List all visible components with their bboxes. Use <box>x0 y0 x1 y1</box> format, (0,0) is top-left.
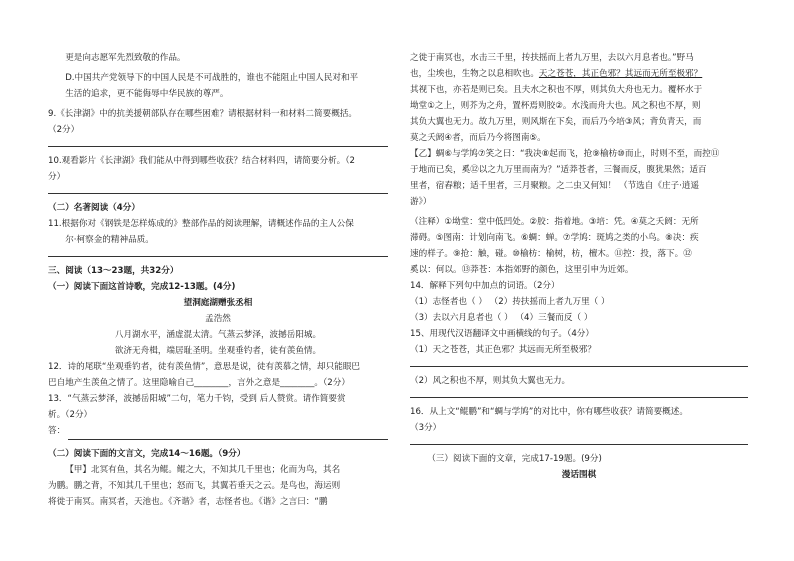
question-12-line2: 巴自地产生羡鱼之情了。这里隐喻自己________，言外之意是________。（2分） <box>48 378 350 388</box>
answer-line[interactable] <box>48 185 388 194</box>
poem-title: 望洞庭湖赠张丞相 <box>183 298 253 308</box>
poem-author: 孟浩然 <box>205 314 231 324</box>
passage-line: 其负大翼也无力。故九万里，则风斯在下矣，而后乃今培③风；背负青天，而 <box>410 117 702 127</box>
question-12-line1: 12．诗的尾联“坐观垂钓者，徒有羡鱼情”，意思是说，徒有羡慕之情，却只能眼巴 <box>48 362 361 372</box>
question-14-items-3-4: （3）去以六月息者也（ ） （4）三餐而反（ ） <box>410 313 593 323</box>
question-11-line2: 尔·柯察金的精神品质。 <box>65 235 154 245</box>
question-16-line2: （3分） <box>410 423 442 433</box>
passage-yi-line: 游》） <box>410 197 432 207</box>
q8-option-d-line2: 生活的追求，更不能侮辱中华民族的尊严。 <box>65 89 229 99</box>
q8-option-d-line1: D.中国共产党领导下的中国人民是不可战胜的，谁也不能阻止中国人民对和平 <box>65 73 359 83</box>
question-14-items-1-2: （1）志怪者也（ ） （2）抟扶摇而上者九万里（ ） <box>410 297 610 307</box>
passage-jia-line3: 将徙于南冥。南冥者，天池也。《齐谐》者，志怪者也。《谐》之言曰：“鹏 <box>48 497 328 507</box>
passage-line: 坳堂①之上，则芥为之舟，置杯焉则胶②。水浅而舟大也。风之积也不厚，则 <box>410 101 701 111</box>
question-9-score: （2分） <box>48 125 80 135</box>
section-2-title: （二）名著阅读（4分） <box>48 203 140 213</box>
passage-line: 之徙于南冥也，水击三千里，抟扶摇而上者九万里，去以六月息者也。”野马 <box>410 53 694 63</box>
question-16-line1: 16．从上文“鲲鹏”和“蜩与学鸠”的对比中，你有哪些收获？请简要概述。 <box>410 407 688 417</box>
subsection-2-title: （二）阅读下面的文言文，完成14～16题。（9分） <box>48 449 246 459</box>
q8-continuation: 更是向志愿军先烈致敬的作品。 <box>65 53 186 63</box>
passage-yi-line: 【乙】蜩⑥与学鸠⑦笑之曰：“我决⑧起而飞，抢⑨榆枋⑩而止，时则不至，而控⑪ <box>410 149 720 159</box>
passage-text: 也，尘埃也，生物之以息相吹也。 <box>410 69 539 79</box>
notes-line: （注释）①坳堂：堂中低凹处。②胶：指着地。③培：凭。④莫之夭阏：无所 <box>410 217 699 227</box>
article-title: 漫话围棋 <box>561 470 597 480</box>
poem-line-1: 八月湖水平，涵虚混太清。气蒸云梦泽，波撼岳阳城。 <box>114 330 322 340</box>
passage-line: 其视下也，亦若是则已矣。且夫水之积也不厚，则其负大舟也无力。覆杯水于 <box>410 85 703 95</box>
question-13-line2: 析。（2分） <box>48 410 93 420</box>
part-3-title: 三、阅读（13～23题，共32分） <box>48 266 179 276</box>
question-9: 9.《长津湖》中的抗美援朝部队存在哪些困难？请根据材料一和材料二简要概括。 <box>48 109 357 119</box>
question-11-line1: 11.根据你对《钢铁是怎样炼成的》整部作品的阅读理解，请概述作品的主人公保 <box>48 219 354 229</box>
poem-line-2: 欲济无舟楫，端居耻圣明。坐观垂钓者，徒有羡鱼情。 <box>114 346 322 356</box>
subsection-1-title: （一）阅读下面这首诗歌，完成12-13题。(4分) <box>48 282 236 292</box>
notes-line: 速的样子。⑨抢：触，碰。⑩榆枋：榆树，枋，檀木。⑪控：投，落下。⑫ <box>410 249 692 259</box>
question-15-item-1: （1）天之苍苍，其正色邪？其远而无所至极邪？ <box>410 345 596 355</box>
right-column <box>410 50 748 483</box>
notes-line: 滞碍。⑤图南：计划向南飞。⑥蜩：蝉。⑦学鸠：斑鸠之类的小鸟。⑧决：疾 <box>410 233 699 243</box>
underlined-sentence: 天之苍苍，其正色邪？其远而无所至极邪？ <box>538 69 703 79</box>
passage-line: 莫之夭阏④者，而后乃今将图南⑤。 <box>410 133 546 143</box>
answer-line[interactable] <box>68 431 388 440</box>
question-13-answer-label: 答： <box>48 426 66 436</box>
passage-yi-line: 里者，宿舂粮；适千里者，三月聚粮。之二虫又何知！ （节选自《庄子·逍遥 <box>410 181 700 191</box>
answer-line[interactable] <box>410 389 748 398</box>
passage-jia-line1: 【甲】北冥有鱼，其名为鲲。鲲之大，不知其几千里也；化而为鸟，其名 <box>65 465 341 475</box>
passage-line <box>410 66 748 82</box>
answer-line[interactable] <box>48 138 388 147</box>
answer-line[interactable] <box>410 358 748 367</box>
question-10-score: 分） <box>48 172 66 182</box>
question-13-line1: 13．“气蒸云梦泽，波撼岳阳城”二句，笔力千钧，受到 后人赞赏。请作简要赏 <box>48 394 346 404</box>
answer-line[interactable] <box>48 248 388 257</box>
notes-line: 奚以：何以。⑬莽苍：本指郊野的颜色，这里引申为近郊。 <box>410 265 634 275</box>
question-10: 10.观看影片《长津湖》我们能从中得到哪些收获？结合材料四，请简要分析。（2 <box>48 156 356 166</box>
left-column <box>48 50 388 510</box>
question-15-item-2: （2）风之积也不厚，则其负大翼也无力。 <box>410 376 571 386</box>
passage-jia-line2: 为鹏。鹏之背，不知其几千里也；怒而飞，其翼若垂天之云。是鸟也，海运则 <box>48 481 341 491</box>
question-14: 14．解释下列句中加点的词语。（2分） <box>410 281 560 291</box>
passage-yi-line: 于地而已矣，奚⑫以之九万里而南为？”适莽苍者，三餐而反，腹犹果然；适百 <box>410 165 707 175</box>
subsection-3-title: （三）阅读下面的文章，完成17-19题。(9分) <box>427 454 602 464</box>
answer-line[interactable] <box>410 436 748 445</box>
question-15: 15、用现代汉语翻译文中画横线的句子。（4分） <box>410 329 594 339</box>
